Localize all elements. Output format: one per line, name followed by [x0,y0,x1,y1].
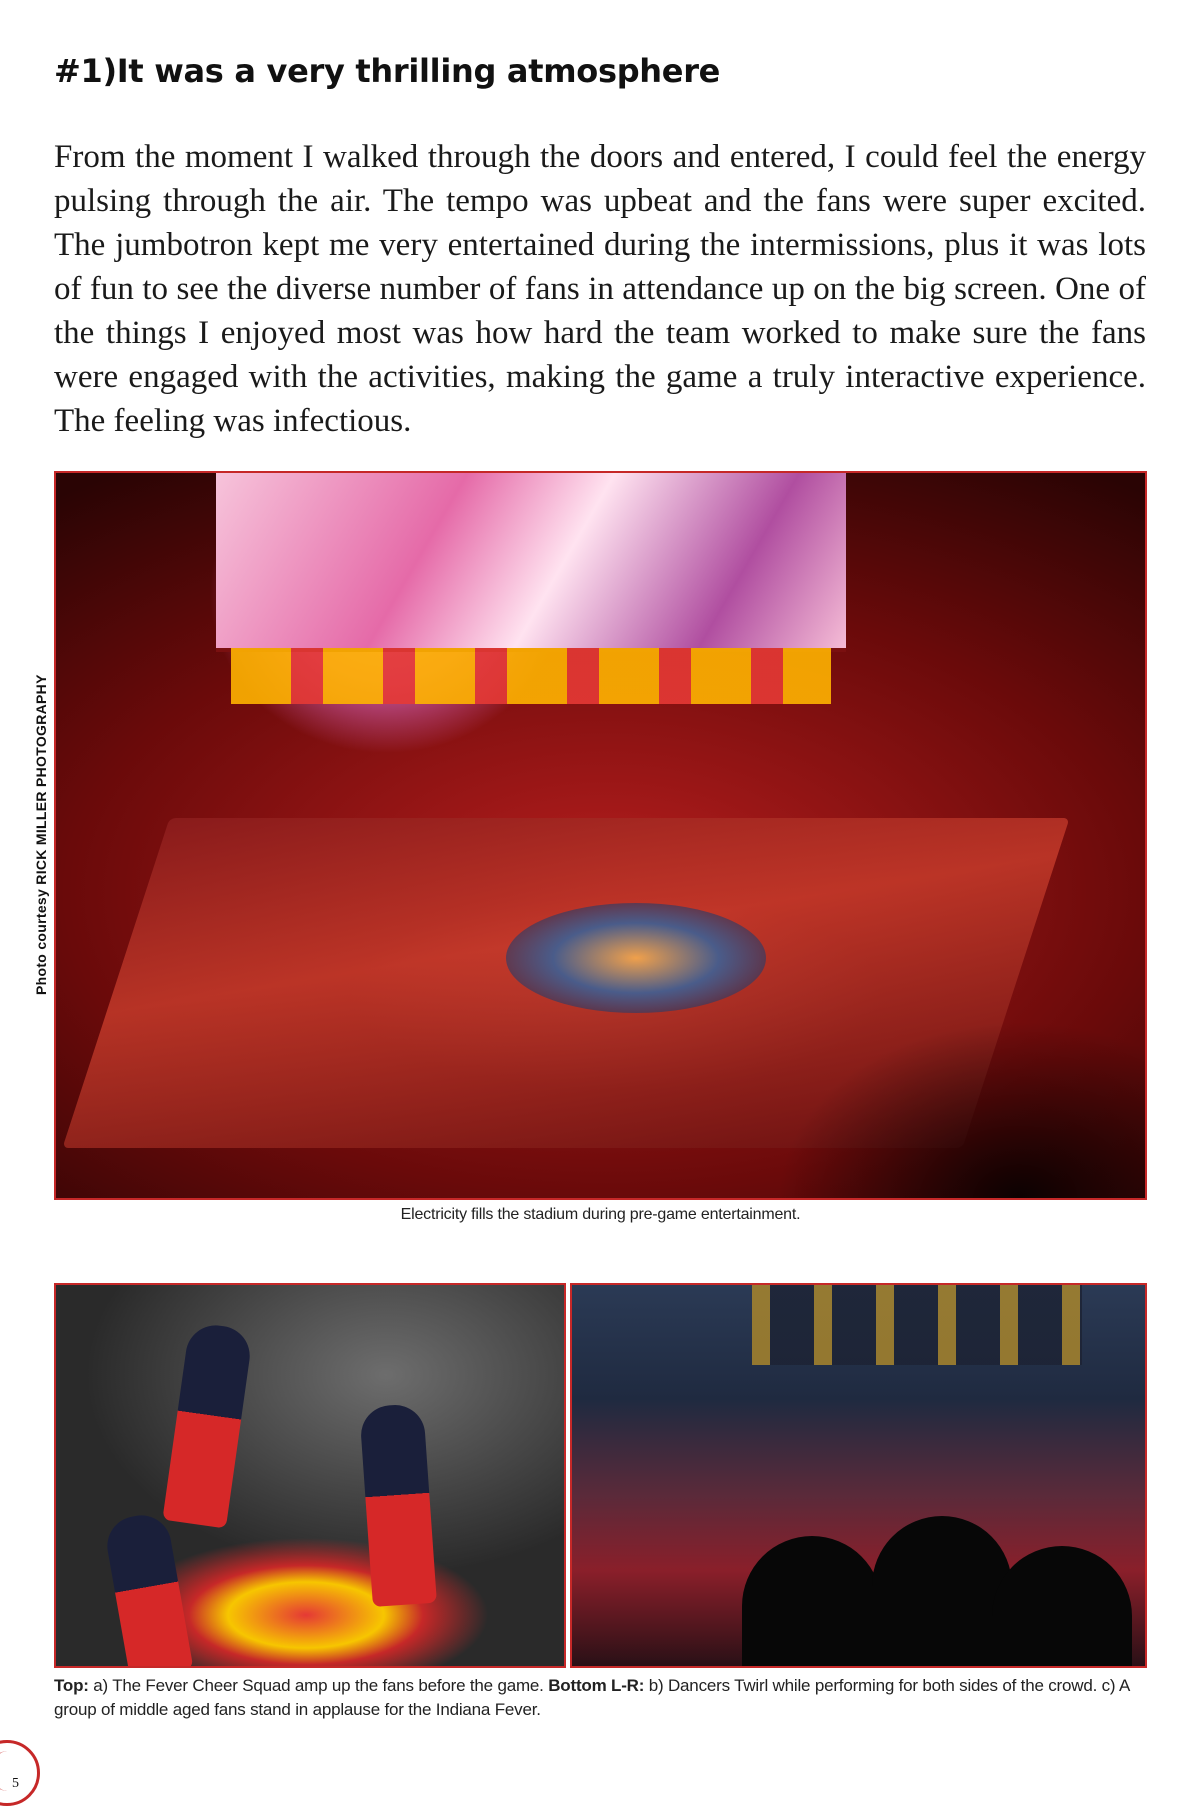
fan-silhouette [992,1546,1132,1666]
caption-top-label: Top: [54,1676,89,1695]
dancer-figure [359,1403,437,1607]
caption-top-text: a) The Fever Cheer Squad amp up the fans before the game. [88,1676,549,1695]
rafters-banners [752,1285,1082,1365]
fans-applause-photo [570,1283,1147,1668]
section-heading: #1)It was a very thrilling atmosphere [54,52,721,90]
arena-photo [54,471,1147,1200]
photo-credit: Photo courtesy RICK MILLER PHOTOGRAPHY [33,674,49,995]
page-number: 5 [12,1776,19,1791]
caption-bottom-text: b) Dancers Twirl while performing for both sides of the crowd. c) A group of middle aged fans stand in applause for the Indiana Fever. [54,1676,1130,1719]
cheer-squad-photo [54,1283,566,1668]
fan-silhouette [872,1516,1012,1666]
jumbotron-ribbon [231,648,831,704]
caption-bottom-label: Bottom L-R: [548,1676,645,1695]
fan-silhouette [742,1536,882,1666]
bottom-photos-caption [54,1674,1147,1722]
main-photo-caption: Electricity fills the stadium during pre-game entertainment. [400,1206,801,1223]
dancer-figure [162,1322,253,1529]
article-paragraph: From the moment I walked through the doors and entered, I could feel the energy pulsing through the air. The tempo was upbeat and the fans were super excited. The jumbotron kept me very entertained during the intermissions, plus it was lots of fun to see the diverse number of fans in attendance up on the big screen. One of the things I enjoyed most was how hard the team worked to make sure the fans were engaged with the activities, making the game a truly interactive experience. The feeling was infectious. [54,139,1146,439]
jumbotron-screen [216,471,846,652]
dancer-figure [103,1511,194,1668]
crowd-silhouette [725,898,1145,1198]
basketball-icon [0,1740,40,1806]
